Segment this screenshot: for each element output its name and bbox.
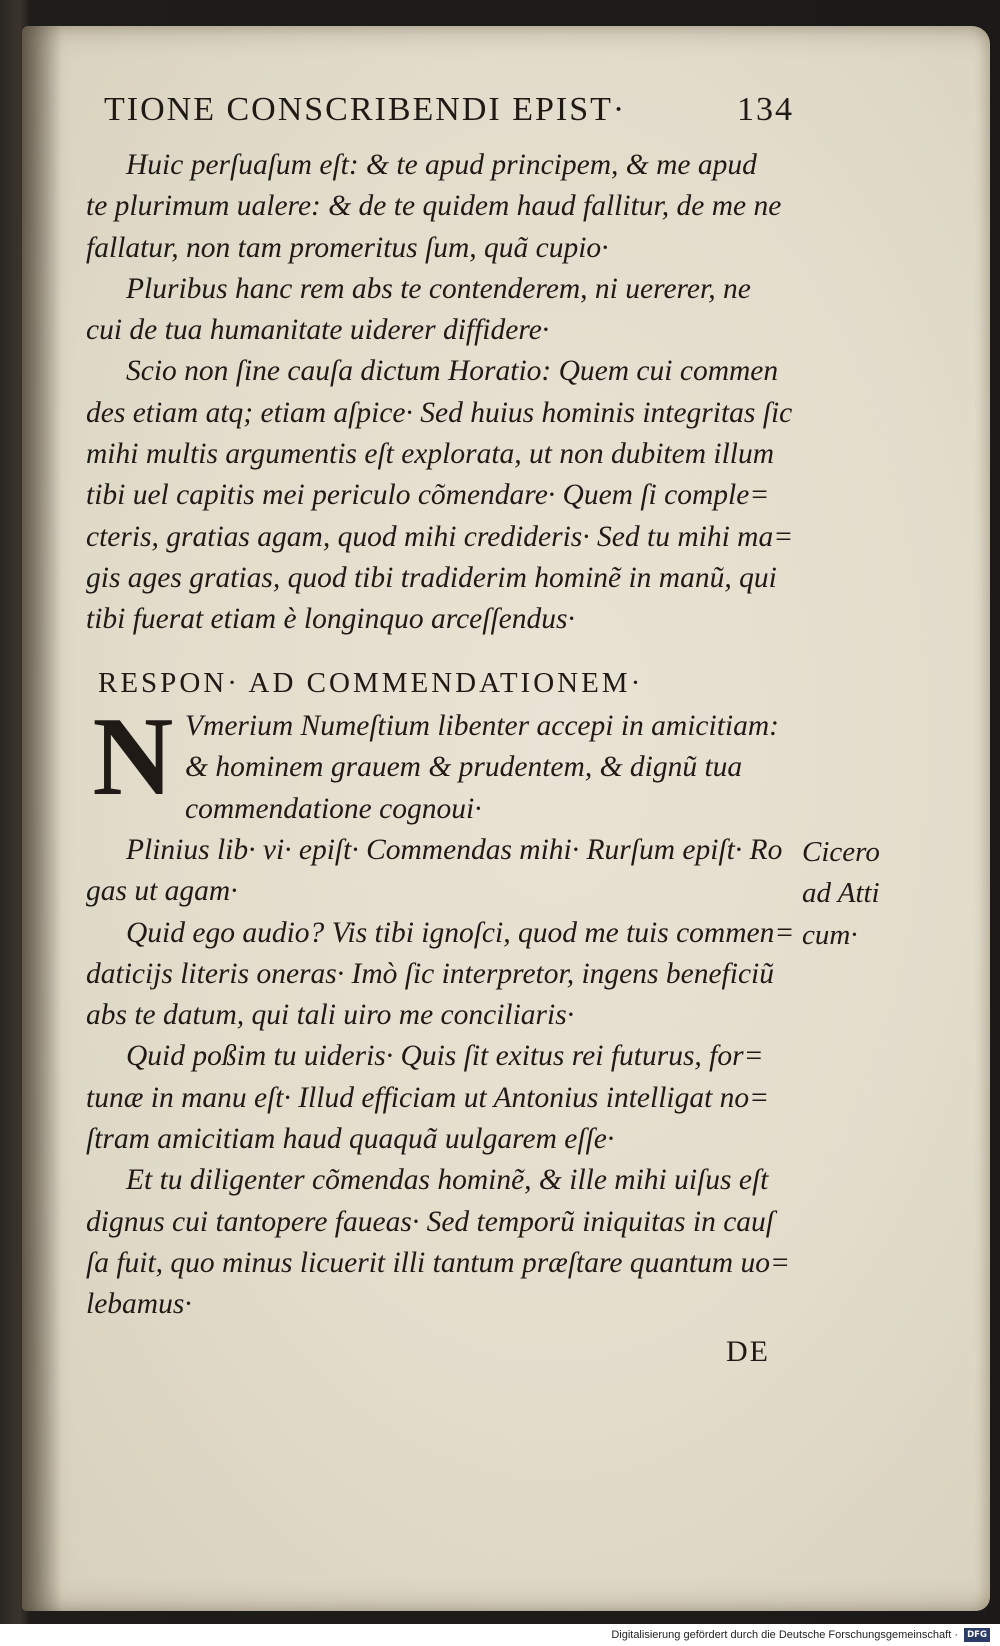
page-gutter-shadow — [22, 26, 62, 1611]
text-line: tibi fuerat etiam è longinquo arceſſendus· — [86, 603, 575, 636]
letter-body — [86, 145, 798, 641]
text-line: cui de tua humanitate uiderer diffidere· — [86, 314, 550, 347]
text-line: Quid ego audio? Vis tibi ignoſci, quod me tuis commen= — [126, 916, 795, 949]
text-line: cteris, gratias agam, quod mihi credideris· Sed tu mihi ma= — [86, 520, 794, 553]
text-line: Et tu diligenter cõmendas hominẽ, & ille mihi uiſus eſt — [126, 1164, 769, 1197]
response-line: Vmerium Numeſtium libenter accepi in amicitiam: — [185, 710, 779, 742]
text-line: gas ut agam· — [86, 875, 238, 908]
text-line: abs te datum, qui tali uiro me conciliaris· — [86, 999, 575, 1032]
text-line: Pluribus hanc rem abs te contenderem, ni uererer, ne — [126, 272, 751, 305]
digitization-footer — [0, 1624, 1000, 1646]
catchword: DE — [726, 1335, 770, 1368]
running-head-title: TIONE CONSCRIBENDI EPIST· — [104, 91, 627, 128]
text-line: tunæ in manu eſt· Illud efficiam ut Antonius intelligat no= — [86, 1081, 770, 1114]
text-line: dignus cui tantopere faueas· Sed temporũ iniquitas in cauſ — [86, 1205, 774, 1238]
examples-body — [86, 830, 798, 1326]
marginal-note-line: cum· — [802, 918, 858, 951]
marginal-note — [802, 832, 912, 956]
dfg-logo-icon: DFG — [964, 1628, 990, 1642]
text-line: Huic perſuaſum eſt: & te apud principem, & me apud — [126, 149, 757, 181]
text-line: ſa fuit, quo minus licuerit illi tantum præſtare quantum uo= — [86, 1246, 790, 1279]
text-line: mihi multis argumentis eſt explorata, ut non dubitem illum — [86, 438, 775, 471]
section-heading: RESPON· AD COMMENDATIONEM· — [98, 667, 644, 699]
text-line: te plurimum ualere: & de te quidem haud fallitur, de me ne — [86, 190, 782, 223]
marginal-note-line: Cicero — [802, 836, 880, 868]
response-line: & hominem grauem & prudentem, & dignũ tua — [185, 751, 743, 784]
page-number: 134 — [737, 91, 794, 128]
text-line: gis ages gratias, quod tibi tradiderim hominẽ in manũ, qui — [86, 561, 777, 594]
text-line: lebamus· — [86, 1288, 192, 1321]
text-line: Plinius lib· vi· epiſt· Commendas mihi· Rurſum epiſt· Ro — [126, 834, 783, 866]
running-head — [104, 82, 794, 138]
text-line: fallatur, non tam promeritus ſum, quã cupio· — [86, 231, 609, 264]
footer-credit: Digitalisierung gefördert durch die Deutsche Forschungsgemeinschaft · — [611, 1629, 958, 1641]
text-line: ſtram amicitiam haud quaquã uulgarem eſſe· — [86, 1123, 615, 1156]
text-line: tibi uel capitis mei periculo cõmendare· Quem ſi comple= — [86, 479, 770, 512]
text-line: daticijs literis oneras· Imò ſic interpretor, ingens beneficiũ — [86, 957, 774, 990]
drop-cap-initial: N — [92, 695, 174, 819]
text-line: des etiam atq; etiam aſpice· Sed huius hominis integritas ſic — [86, 396, 793, 429]
text-line: Quid poßim tu uideris· Quis ſit exitus rei futurus, for= — [126, 1040, 764, 1073]
text-line: Scio non ſine cauſa dictum Horatio: Quem cui commen — [126, 355, 779, 388]
response-line: commendatione cognoui· — [185, 792, 482, 825]
marginal-note-line: ad Atti — [802, 877, 880, 910]
response-paragraph — [185, 706, 795, 830]
